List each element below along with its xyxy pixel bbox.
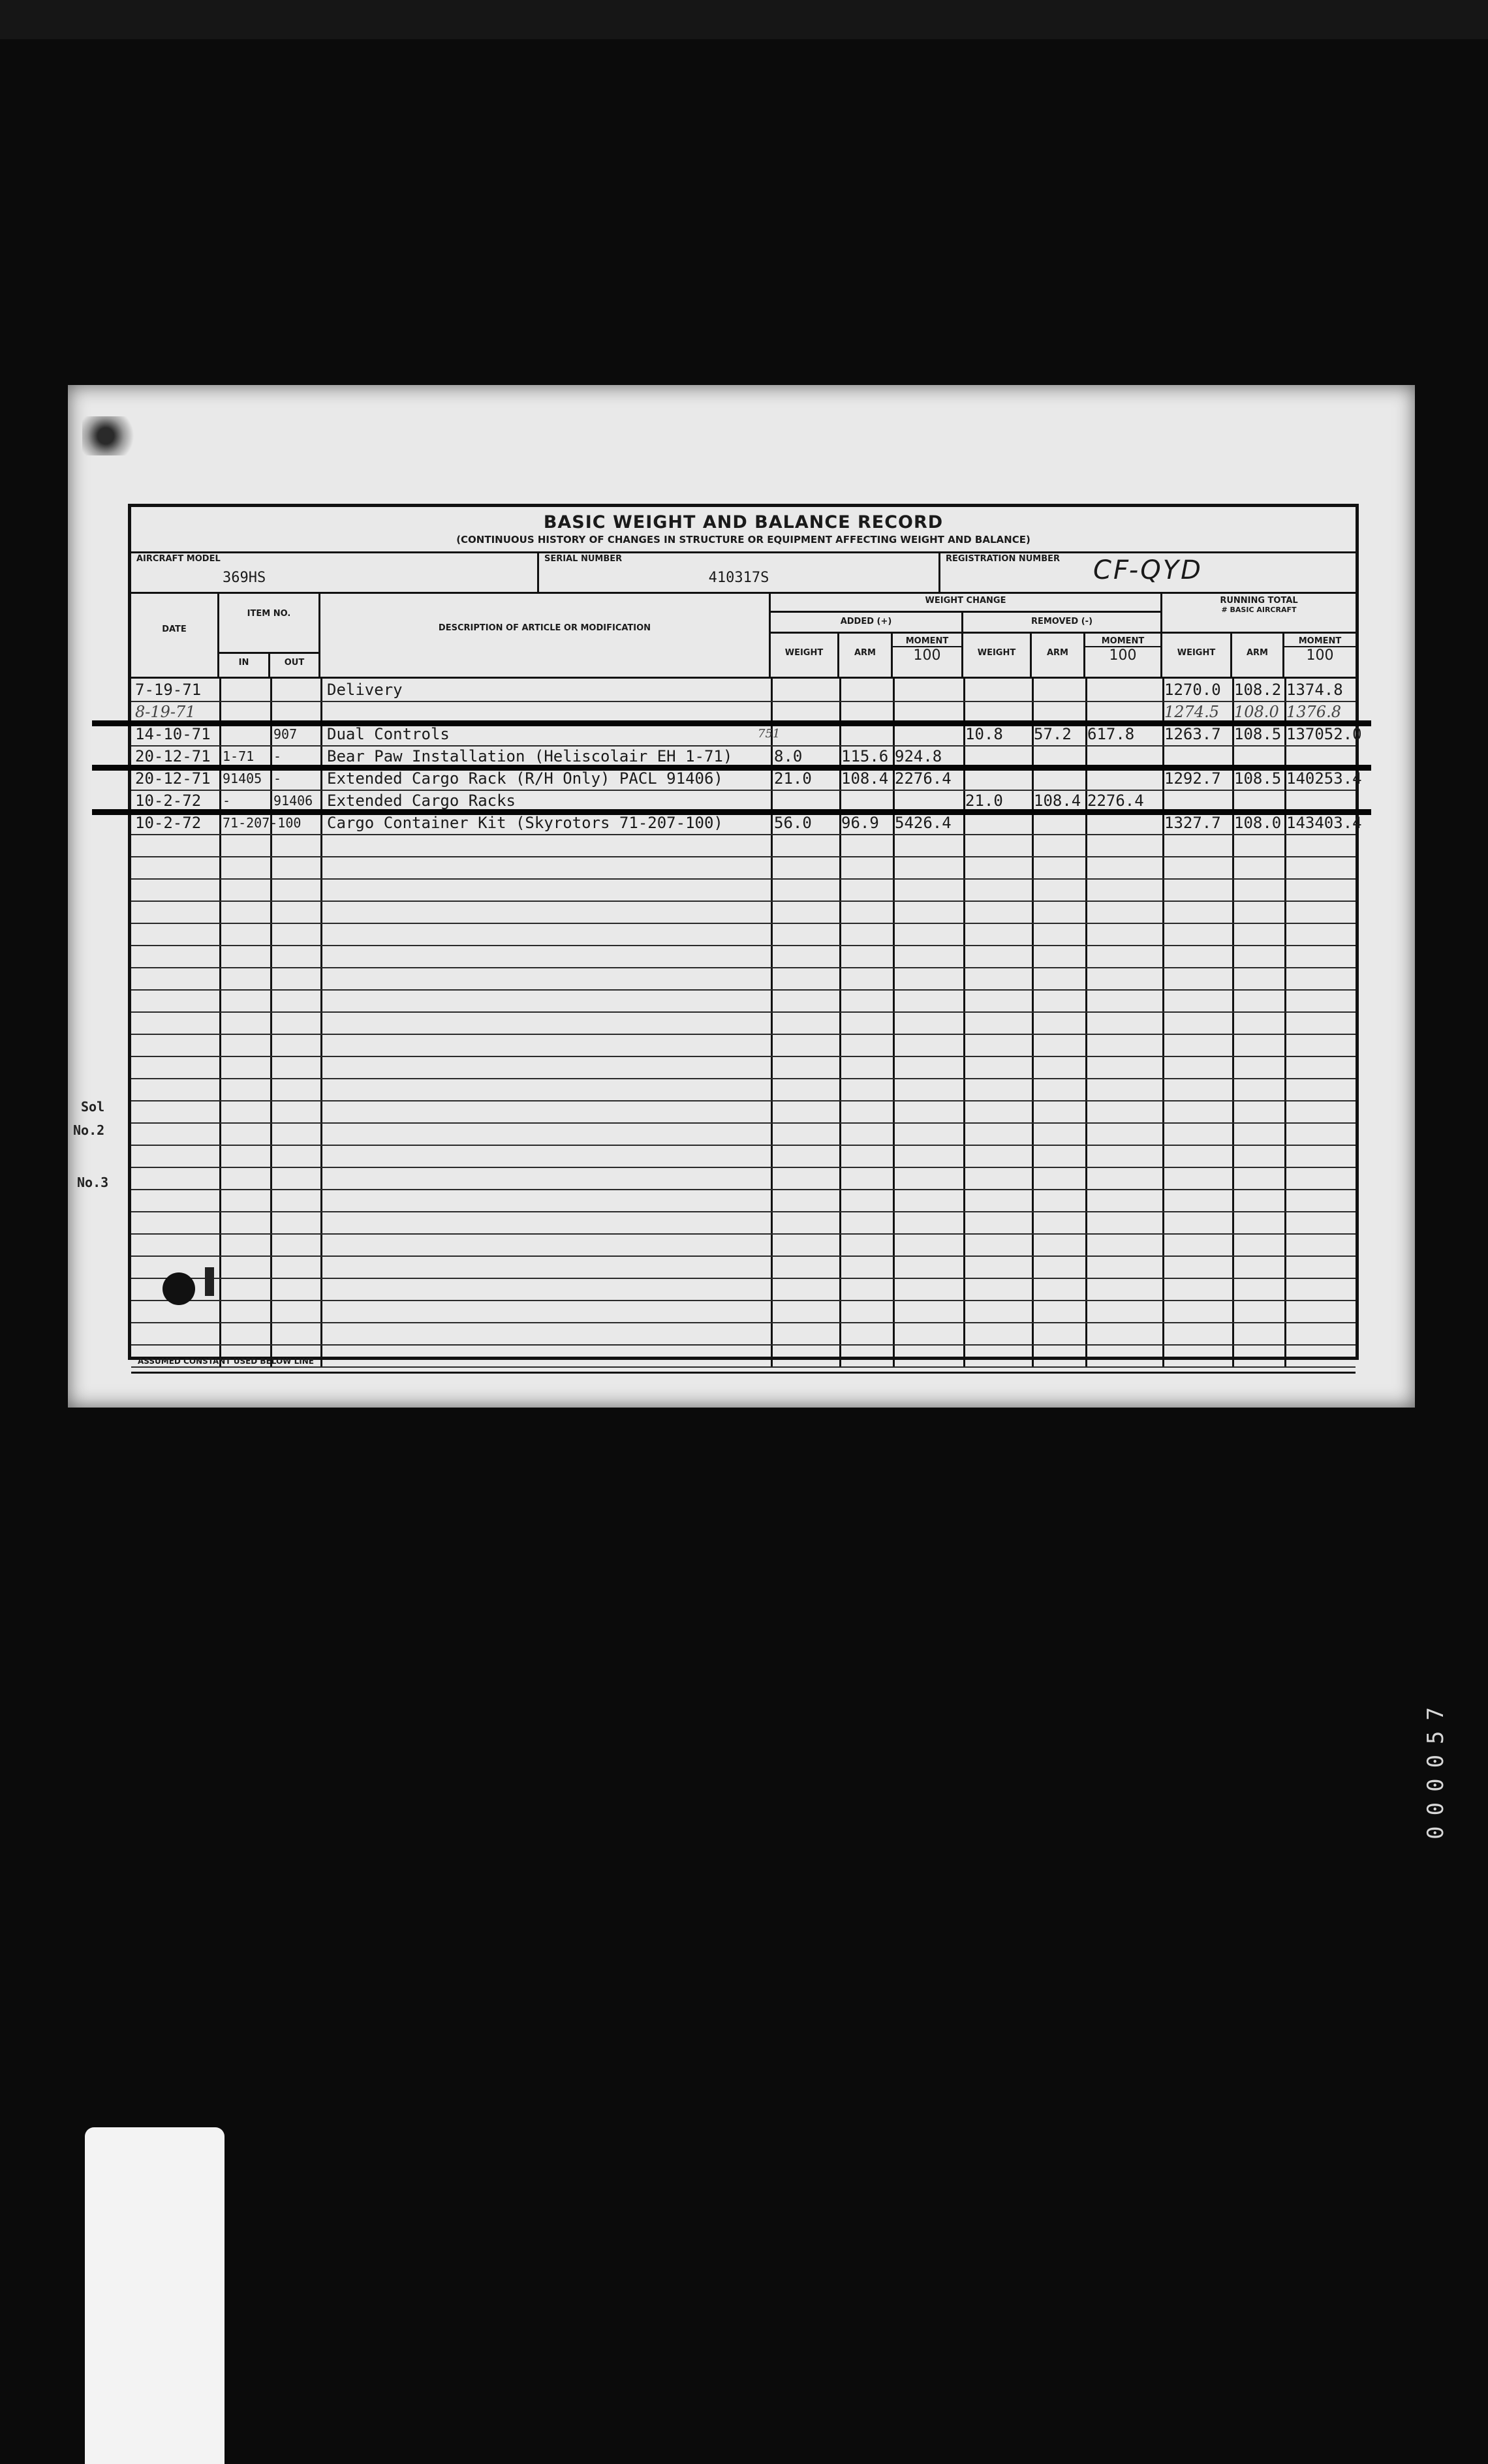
page-number-stamp: 000057 [1423,1697,1449,1840]
cell-ta: 108.0 [1234,703,1279,721]
footer-note: ASSUMED CONSTANT USED BELOW LINE [138,1357,314,1366]
punch-mark [205,1267,214,1296]
cell-tw: 1270.0 [1164,681,1221,699]
cell-note: 751 [758,727,781,741]
cell-date: 8-19-71 [135,703,196,721]
cell-tm: 137052.0 [1286,725,1362,743]
grid-column-rule [1085,679,1087,1366]
cell-desc: Dual Controls [327,725,450,743]
grid-row-rule [131,967,1356,968]
cell-date: 20-12-71 [135,769,211,788]
removed-weight-header: WEIGHT [963,634,1032,677]
registration-label: REGISTRATION NUMBER [946,554,1061,564]
cell-desc: Bear Paw Installation (Heliscolair EH 1-71) [327,747,733,765]
removed-arm-header: ARM [1032,634,1085,677]
cell-tw: 1274.5 [1164,703,1219,721]
total-moment-header: MOMENT 100 [1284,634,1356,677]
weight-balance-form [128,504,1362,1366]
header-bottom-rule [131,677,1356,679]
margin-label-sol: Sol [81,1099,105,1115]
removed-header: REMOVED (-) [963,613,1162,634]
grid-row-rule [131,834,1356,835]
cell-out: - [273,748,282,764]
total-arm-header: ARM [1232,634,1284,677]
cell-tw: 1292.7 [1164,769,1221,788]
grid-row-rule [131,1300,1356,1301]
grid-row-rule [131,1056,1356,1057]
cell-tm: 143403.4 [1286,814,1362,832]
grid-row-rule [131,1100,1356,1101]
grid-row-rule [131,878,1356,880]
cell-desc: Extended Cargo Racks [327,792,516,810]
grid-row-rule [131,1145,1356,1146]
col-item-header: ITEM NO. [219,592,320,677]
grid-row-rule [131,745,1356,747]
margin-label-no3: No.3 [77,1175,109,1190]
aircraft-model-cell [131,551,539,592]
cell-date: 10-2-72 [135,792,202,810]
cell-ta: 108.2 [1234,681,1282,699]
cell-date: 7-19-71 [135,681,202,699]
cell-aa: 115.6 [841,747,889,765]
grid-column-rule [1032,679,1034,1366]
cell-tm: 1374.8 [1286,681,1343,699]
grid-row-rule [131,790,1356,791]
cell-out: - [273,771,282,786]
cell-desc: Extended Cargo Rack (R/H Only) PACL 91406) [327,769,723,788]
cell-desc: Delivery [327,681,403,699]
added-moment-header: MOMENT 100 [893,634,963,677]
grid-row-rule [131,1344,1356,1346]
col-out-header: OUT [270,652,320,677]
col-description-header: DESCRIPTION OF ARTICLE OR MODIFICATION [320,592,771,677]
margin-label-no2: No.2 [73,1122,105,1138]
cell-ta: 108.0 [1234,814,1282,832]
weight-change-header: WEIGHT CHANGE [771,592,1162,613]
added-arm-header: ARM [839,634,893,677]
grid-row-rule [131,1366,1356,1368]
grid-row-rule [131,1078,1356,1079]
aircraft-model-label: AIRCRAFT MODEL [136,554,221,564]
punch-hole [163,1272,195,1305]
total-weight-header: WEIGHT [1162,634,1232,677]
grid-row-rule [131,945,1356,946]
form-title: BASIC WEIGHT AND BALANCE RECORD [543,512,944,532]
cell-out: 91406 [273,793,313,808]
cell-in: - [223,793,231,808]
cell-tw: 1327.7 [1164,814,1221,832]
grid-row-rule [131,1211,1356,1212]
cell-aw: 8.0 [774,747,803,765]
grid-column-rule [963,679,965,1366]
record-sheet [68,385,1415,1408]
grid-row-rule [131,1278,1356,1279]
grid-column-rule [270,679,272,1366]
registration-value: CF-QYD [1093,555,1203,585]
cell-aw: 56.0 [774,814,812,832]
cell-tm: 140253.4 [1286,769,1362,788]
grid-row-rule [131,1011,1356,1013]
grid-row-rule [131,1189,1356,1190]
cell-aw: 21.0 [774,769,812,788]
serial-number-label: SERIAL NUMBER [544,554,623,564]
cell-am: 924.8 [895,747,942,765]
grid-row-rule [131,1167,1356,1168]
col-date-header: DATE [131,592,219,677]
grid-row-rule [131,989,1356,991]
cell-ta: 108.5 [1234,725,1282,743]
cell-rm: 2276.4 [1087,792,1144,810]
cell-out: 907 [273,726,298,742]
cell-am: 5426.4 [895,814,952,832]
grid-column-rule [771,679,773,1366]
cell-ra: 57.2 [1034,725,1072,743]
cell-ta: 108.5 [1234,769,1282,788]
registration-cell [940,551,1356,592]
grid-column-rule [320,679,322,1366]
cell-aa: 96.9 [841,814,879,832]
cell-desc: Cargo Container Kit (Skyrotors 71-207-100) [327,814,723,832]
cell-in: 91405 [223,771,262,786]
cell-date: 10-2-72 [135,814,202,832]
grid-row-rule [131,1233,1356,1235]
aircraft-model-value: 369HS [223,570,266,586]
cell-tm: 1376.8 [1286,703,1341,721]
added-weight-header: WEIGHT [771,634,839,677]
grid-row-rule [131,856,1356,857]
grid-row-rule [131,1322,1356,1323]
grid-bottom-rule [131,1372,1356,1374]
film-top-band [0,0,1488,39]
removed-moment-header: MOMENT 100 [1085,634,1162,677]
cell-rw: 10.8 [965,725,1003,743]
grid-row-rule [131,923,1356,924]
cell-rw: 21.0 [965,792,1003,810]
added-header: ADDED (+) [771,613,963,634]
form-subtitle: (CONTINUOUS HISTORY OF CHANGES IN STRUCTURE OR EQUIPMENT AFFECTING WEIGHT AND BALANCE) [456,534,1031,546]
grid-row-rule [131,1034,1356,1035]
cell-in: 71-207-100 [223,815,302,831]
cell-rm: 617.8 [1087,725,1135,743]
grid-row-rule [131,1122,1356,1124]
form-title-block [131,507,1356,553]
serial-number-cell [539,551,940,592]
cell-date: 14-10-71 [135,725,211,743]
grid-row-rule [131,1255,1356,1257]
cell-in: 1-71 [223,748,255,764]
ink-smudge [82,416,141,455]
identification-row [131,551,1356,594]
cell-date: 20-12-71 [135,747,211,765]
running-total-header: RUNNING TOTAL # BASIC AIRCRAFT [1162,592,1356,634]
cell-ra: 108.4 [1034,792,1081,810]
col-in-header: IN [219,652,270,677]
cell-aa: 108.4 [841,769,889,788]
cell-tw: 1263.7 [1164,725,1221,743]
film-leader-card [85,2127,225,2464]
cell-am: 2276.4 [895,769,952,788]
grid-column-rule [219,679,221,1366]
serial-number-value: 410317S [708,570,769,586]
grid-row-rule [131,901,1356,902]
